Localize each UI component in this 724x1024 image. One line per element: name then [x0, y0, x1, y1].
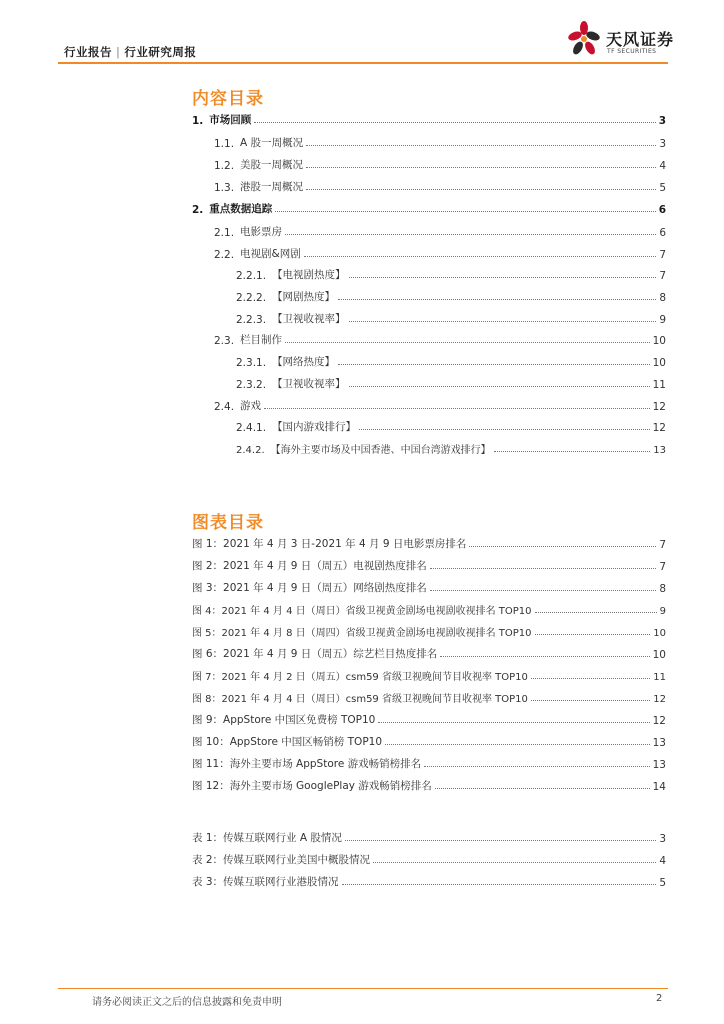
toc-entry-text: 【国内游戏排行】: [272, 421, 357, 433]
toc-entry-page: 10: [652, 335, 666, 347]
toc-leader: [306, 167, 656, 168]
toc-entry[interactable]: [236, 266, 666, 282]
toc-entry-number: 2.1.: [214, 227, 235, 239]
toc-leader: [469, 546, 656, 547]
toc-entry-text: 美股一周概况: [240, 159, 304, 171]
figure-entry[interactable]: [192, 601, 666, 617]
toc-entry-page: 9: [659, 314, 666, 326]
toc-leader: [254, 122, 655, 123]
toc-entry-number: 2.2.1.: [236, 270, 267, 282]
figure-entry-text: 2021 年 4 月 9 日（周五）综艺栏目热度排名: [223, 648, 438, 660]
toc-title: 内容目录: [192, 89, 264, 109]
figure-entry-label: 图 2：: [192, 560, 224, 572]
toc-leader: [531, 678, 650, 679]
table-entry-text: 传媒互联网行业美国中概股情况: [223, 854, 371, 866]
toc-entry-number: 2.4.: [214, 401, 235, 413]
table-entry[interactable]: [192, 873, 666, 889]
toc-entry-number: 2.4.2.: [236, 445, 265, 456]
toc-entry-text: 【网剧热度】: [272, 291, 336, 303]
footer-divider: [58, 988, 668, 989]
toc-entry-number: 1.: [192, 115, 204, 127]
figure-entry-page: 14: [652, 781, 666, 793]
table-entry-page: 4: [659, 855, 666, 867]
figure-entry[interactable]: [192, 645, 666, 661]
figure-entry-page: 7: [659, 539, 666, 551]
figure-entry-label: 图 6：: [192, 648, 224, 660]
toc-entry-number: 2.3.1.: [236, 357, 267, 369]
header-divider: [58, 62, 668, 64]
toc-leader: [349, 386, 650, 387]
figure-entry-page: 12: [653, 694, 666, 705]
toc-entry[interactable]: [236, 440, 666, 456]
toc-entry-page: 4: [659, 160, 666, 172]
toc-entry-page: 12: [652, 422, 666, 434]
figure-entry-text: 2021 年 4 月 9 日（周五）电视剧热度排名: [223, 560, 427, 572]
header-report-category: 行业研究周报: [124, 45, 197, 59]
figure-entry-page: 11: [653, 672, 666, 683]
figure-entry-label: 图 12：: [192, 780, 230, 792]
figure-entry-page: 12: [652, 715, 666, 727]
figure-entry[interactable]: [192, 535, 666, 551]
figure-entry[interactable]: [192, 623, 666, 639]
figure-entry-page: 10: [652, 649, 666, 661]
figure-entry-label: 图 5：: [192, 628, 222, 639]
toc-entry[interactable]: [192, 111, 666, 127]
figure-entry[interactable]: [192, 755, 666, 771]
toc-entry[interactable]: [214, 397, 666, 413]
figure-entry-label: 图 4：: [192, 606, 222, 617]
table-entry-label: 表 3：: [192, 876, 224, 888]
toc-entry-number: 1.2.: [214, 160, 235, 172]
toc-leader: [285, 342, 650, 343]
toc-entry-text: 市场回顾: [209, 114, 252, 126]
toc-entry-page: 3: [659, 138, 666, 150]
figure-entry-label: 图 1：: [192, 538, 224, 550]
figure-entry-label: 图 3：: [192, 582, 224, 594]
toc-entry-text: 电影票房: [240, 226, 283, 238]
figure-entry[interactable]: [192, 777, 666, 793]
table-entry-text: 传媒互联网行业 A 股情况: [223, 832, 342, 844]
toc-entry-number: 2.2.: [214, 249, 235, 261]
table-entry-page: 3: [659, 833, 666, 845]
figure-entry[interactable]: [192, 667, 666, 683]
toc-entry[interactable]: [214, 245, 666, 261]
figure-entry-text: AppStore 中国区畅销榜 TOP10: [229, 736, 383, 748]
toc-leader: [285, 234, 656, 235]
figure-entry-text: 2021 年 4 月 4 日（周日）csm59 省级卫视晚间节目收视率 TOP10: [221, 694, 528, 705]
toc-entry-text: 【海外主要市场及中国香港、中国台湾游戏排行】: [270, 445, 491, 456]
toc-entry-number: 1.3.: [214, 182, 235, 194]
toc-entry[interactable]: [214, 178, 666, 194]
header-report-type: 行业报告: [64, 45, 112, 59]
toc-entry-number: 1.1.: [214, 138, 235, 150]
toc-entry[interactable]: [236, 418, 666, 434]
toc-entry[interactable]: [214, 223, 666, 239]
figure-entry-page: 8: [659, 583, 666, 595]
figure-entry-label: 图 10：: [192, 736, 230, 748]
figure-entry-text: 2021 年 4 月 3 日-2021 年 4 月 9 日电影票房排名: [223, 538, 467, 550]
toc-entry-page: 13: [653, 445, 666, 456]
toc-leader: [306, 189, 656, 190]
toc-entry-number: 2.: [192, 204, 204, 216]
figure-entry-page: 9: [659, 606, 666, 617]
figure-entry-label: 图 7：: [192, 672, 222, 683]
figure-entry[interactable]: [192, 733, 666, 749]
footer-disclaimer: 请务必阅读正文之后的信息披露和免责申明: [92, 997, 282, 1008]
toc-leader: [424, 766, 649, 767]
figure-entry[interactable]: [192, 689, 666, 705]
toc-leader: [304, 256, 657, 257]
figure-entry-text: 2021 年 4 月 2 日（周五）csm59 省级卫视晚间节目收视率 TOP10: [221, 672, 528, 683]
toc-entry-page: 7: [659, 270, 666, 282]
figures-toc-title: 图表目录: [192, 513, 264, 533]
toc-entry-text: 栏目制作: [240, 334, 283, 346]
toc-entry[interactable]: [236, 353, 666, 369]
page-header: [0, 0, 724, 66]
toc-leader: [531, 700, 650, 701]
toc-leader: [494, 451, 651, 452]
toc-entry-number: 2.3.: [214, 335, 235, 347]
toc-leader: [264, 408, 650, 409]
figure-entry[interactable]: [192, 711, 666, 727]
toc-entry[interactable]: [236, 288, 666, 304]
toc-leader: [535, 612, 657, 613]
toc-entry[interactable]: [192, 200, 666, 216]
table-entry-text: 传媒互联网行业港股情况: [223, 876, 339, 888]
toc-entry-number: 2.2.3.: [236, 314, 267, 326]
toc-leader: [378, 722, 649, 723]
toc-entry-number: 2.4.1.: [236, 422, 267, 434]
toc-leader: [338, 299, 656, 300]
toc-entry-text: 电视剧&网剧: [240, 248, 301, 260]
toc-leader: [349, 321, 657, 322]
toc-entry-text: 重点数据追踪: [209, 203, 273, 215]
figure-entry-text: 海外主要市场 AppStore 游戏畅销榜排名: [229, 758, 422, 770]
toc-entry[interactable]: [214, 134, 666, 150]
figure-entry-text: 2021 年 4 月 8 日（周四）省级卫视黄金剧场电视剧收视排名 TOP10: [221, 628, 532, 639]
toc-leader: [338, 364, 650, 365]
figure-entry-page: 13: [652, 737, 666, 749]
figure-entry-page: 10: [653, 628, 666, 639]
header-separator: |: [116, 45, 121, 59]
toc-entry-page: 8: [659, 292, 666, 304]
table-entry-label: 表 2：: [192, 854, 224, 866]
toc-entry-page: 11: [652, 379, 666, 391]
logo-text-en: TF SECURITIES: [607, 48, 657, 55]
toc-entry-text: 【卫视收视率】: [272, 378, 346, 390]
toc-leader: [435, 788, 650, 789]
figure-entry-page: 7: [659, 561, 666, 573]
toc-entry-number: 2.2.2.: [236, 292, 267, 304]
logo-text-cn: 天风证券: [606, 30, 675, 49]
toc-entry[interactable]: [236, 375, 666, 391]
toc-leader: [430, 590, 657, 591]
toc-entry-text: 【卫视收视率】: [272, 313, 346, 325]
toc-leader: [535, 634, 651, 635]
page-number: 2: [656, 993, 663, 1004]
figure-entry-label: 图 9：: [192, 714, 224, 726]
table-entry-label: 表 1：: [192, 832, 224, 844]
toc-entry-text: 【电视剧热度】: [272, 269, 346, 281]
toc-leader: [359, 429, 650, 430]
figure-entry-text: AppStore 中国区免费榜 TOP10: [223, 714, 376, 726]
toc-entry[interactable]: [236, 310, 666, 326]
figure-entry-page: 13: [652, 759, 666, 771]
toc-entry-page: 10: [652, 357, 666, 369]
toc-leader: [349, 277, 657, 278]
toc-entry-page: 5: [659, 182, 666, 194]
company-logo: [566, 20, 676, 60]
toc-entry-page: 3: [658, 115, 666, 127]
toc-leader: [430, 568, 657, 569]
logo-flower-icon: [566, 20, 602, 60]
figure-entry-text: 海外主要市场 GooglePlay 游戏畅销榜排名: [229, 780, 432, 792]
toc-leader: [373, 862, 656, 863]
table-entry-page: 5: [659, 877, 666, 889]
toc-entry-text: 游戏: [240, 400, 262, 412]
toc-entry-page: 12: [652, 401, 666, 413]
figure-entry-label: 图 11：: [192, 758, 230, 770]
toc-entry-page: 7: [659, 249, 666, 261]
toc-leader: [306, 145, 656, 146]
figure-entry-label: 图 8：: [192, 694, 222, 705]
figure-entry-text: 2021 年 4 月 4 日（周日）省级卫视黄金剧场电视剧收视排名 TOP10: [221, 606, 532, 617]
toc-leader: [342, 884, 657, 885]
toc-entry[interactable]: [214, 156, 666, 172]
toc-entry-number: 2.3.2.: [236, 379, 267, 391]
toc-entry-text: 港股一周概况: [240, 181, 304, 193]
toc-leader: [385, 744, 650, 745]
header-breadcrumb: [64, 44, 196, 60]
toc-entry-text: 【网络热度】: [272, 356, 336, 368]
toc-leader: [345, 840, 656, 841]
toc-entry-page: 6: [659, 227, 666, 239]
table-entry[interactable]: [192, 829, 666, 845]
table-entry[interactable]: [192, 851, 666, 867]
toc-entry[interactable]: [214, 331, 666, 347]
figure-entry-text: 2021 年 4 月 9 日（周五）网络剧热度排名: [223, 582, 427, 594]
toc-entry-page: 6: [658, 204, 666, 216]
figure-entry[interactable]: [192, 557, 666, 573]
toc-leader: [275, 211, 655, 212]
figure-entry[interactable]: [192, 579, 666, 595]
toc-leader: [440, 656, 649, 657]
toc-entry-text: A 股一周概况: [240, 137, 304, 149]
